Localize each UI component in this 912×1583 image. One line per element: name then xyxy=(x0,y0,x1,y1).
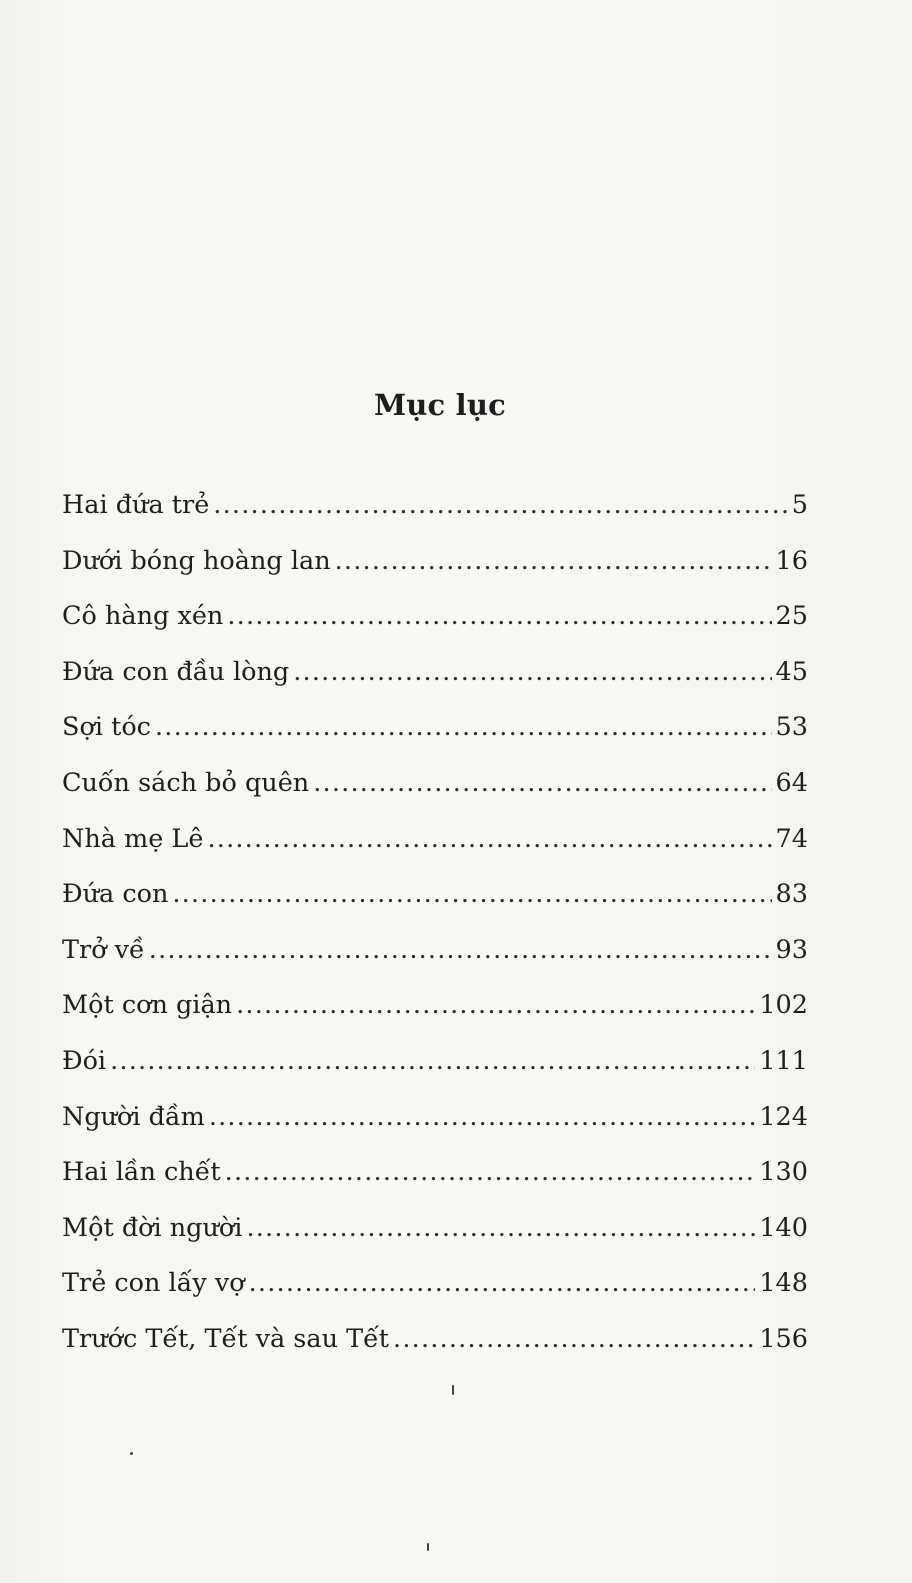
toc-dot-leader xyxy=(249,1268,756,1298)
toc-dot-leader xyxy=(149,935,772,965)
toc-entry xyxy=(62,1102,808,1158)
toc-entry xyxy=(62,1046,808,1102)
toc-entry-title: Nhà mẹ Lê xyxy=(62,823,204,854)
toc-entry-page: 83 xyxy=(775,879,808,910)
toc-entry-title: Một cơn giận xyxy=(62,990,233,1021)
toc-dot-leader xyxy=(246,1213,755,1243)
toc-entry-page: 53 xyxy=(775,712,808,743)
toc-entry-page: 111 xyxy=(759,1045,808,1076)
toc-dot-leader xyxy=(236,990,755,1020)
ink-speck xyxy=(427,1543,429,1551)
toc-entry-page: 102 xyxy=(759,990,808,1021)
toc-entry xyxy=(62,1268,808,1324)
toc-dot-leader xyxy=(293,657,771,687)
toc-dot-leader xyxy=(110,1046,755,1076)
toc-entry-page: 140 xyxy=(759,1212,808,1243)
toc-entry-page: 124 xyxy=(759,1101,808,1132)
toc-entry-page: 25 xyxy=(775,601,808,632)
toc-entry xyxy=(62,879,808,935)
toc-entry xyxy=(62,935,808,991)
toc-entry-title: Hai đứa trẻ xyxy=(62,490,210,520)
table-of-contents xyxy=(62,490,808,1380)
toc-entry-page: 5 xyxy=(791,490,808,520)
toc-entry-title: Trẻ con lấy vợ xyxy=(62,1268,245,1299)
toc-entry-page: 74 xyxy=(775,823,808,854)
toc-dot-leader xyxy=(313,768,771,798)
toc-entry-page: 130 xyxy=(759,1157,808,1188)
toc-entry-title: Cô hàng xén xyxy=(62,601,224,632)
toc-entry xyxy=(62,824,808,880)
toc-entry xyxy=(62,1324,808,1380)
toc-entry-title: Đứa con xyxy=(62,879,169,910)
toc-dot-leader xyxy=(207,824,771,854)
toc-dot-leader xyxy=(213,490,787,520)
toc-entry-page: 16 xyxy=(775,545,808,576)
toc-entry-page: 93 xyxy=(775,934,808,965)
toc-entry xyxy=(62,490,808,546)
toc-dot-leader xyxy=(227,601,771,631)
toc-dot-leader xyxy=(225,1157,756,1187)
toc-entry-title: Sợi tóc xyxy=(62,712,151,743)
toc-entry-title: Người đầm xyxy=(62,1101,205,1132)
toc-dot-leader xyxy=(335,546,772,576)
toc-entry xyxy=(62,1157,808,1213)
ink-speck xyxy=(130,1452,133,1455)
toc-entry-title: Một đời người xyxy=(62,1212,243,1243)
toc-entry xyxy=(62,768,808,824)
toc-dot-leader xyxy=(209,1102,756,1132)
toc-dot-leader xyxy=(155,712,772,742)
toc-entry-title: Hai lần chết xyxy=(62,1157,221,1188)
toc-entry-title: Đứa con đầu lòng xyxy=(62,656,290,687)
toc-entry-page: 64 xyxy=(775,767,808,798)
toc-dot-leader xyxy=(393,1324,755,1354)
toc-entry-title: Đói xyxy=(62,1045,107,1076)
toc-entry-page: 156 xyxy=(759,1323,808,1354)
toc-entry xyxy=(62,546,808,602)
toc-entry-page: 45 xyxy=(775,656,808,687)
toc-entry xyxy=(62,657,808,713)
toc-entry-page: 148 xyxy=(759,1268,808,1299)
toc-entry xyxy=(62,1213,808,1269)
toc-entry xyxy=(62,990,808,1046)
toc-dot-leader xyxy=(172,879,771,909)
ink-speck xyxy=(452,1385,454,1395)
toc-heading: Mục lục xyxy=(373,388,507,422)
toc-entry-title: Trở về xyxy=(62,934,145,965)
toc-entry-title: Dưới bóng hoàng lan xyxy=(62,545,331,576)
toc-entry-title: Trước Tết, Tết và sau Tết xyxy=(62,1323,390,1354)
toc-entry-title: Cuốn sách bỏ quên xyxy=(62,767,310,798)
toc-entry xyxy=(62,712,808,768)
toc-entry xyxy=(62,601,808,657)
